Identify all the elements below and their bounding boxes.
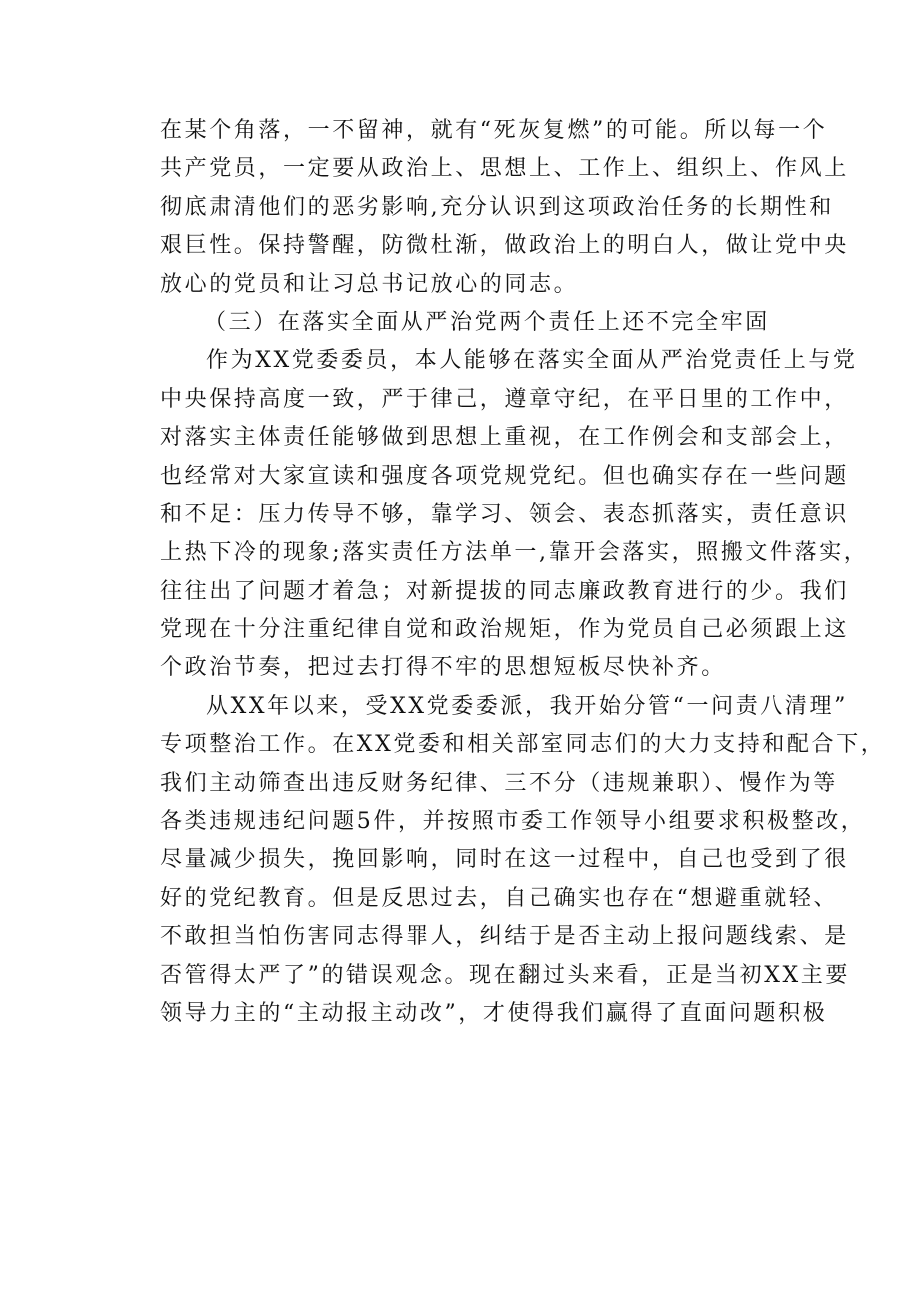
text-line: 放心的党员和让习总书记放心的同志。 [160,271,579,297]
text-line: 中央保持高度一致，严于律己，遵章守纪，在平日里的工作中， [160,386,849,412]
text-line: 我们主动筛查出违反财务纪律、三不分（违规兼职）、慢作为等 [160,770,838,796]
text-line: 艰巨性。保持警醒，防微杜渐，做政治上的明白人，做让党中央 [160,233,849,259]
text-line: 个政治节奏，把过去打得不牢的思想短板尽快补齐。 [160,655,726,681]
text-line: 专项整治工作。在XX党委和相关部室同志们的大力支持和配合下， [160,732,886,758]
text-line: 在某个角落，一不留神，就有“死灰复燃”的可能。所以每一个 [160,118,828,143]
section-heading: （三）在落实全面从严治党两个责任上还不完全牢固 [204,309,770,335]
text-line: 否管得太严了”的错误观念。现在翻过头来看，正是当初XX主要 [160,962,850,988]
text-line: 不敢担当怕伤害同志得罪人，纠结于是否主动上报问题线索、是 [160,924,849,950]
text-line: 对落实主体责任能够做到思想上重视，在工作例会和支部会上， [160,425,849,451]
text-line: 作为XX党委委员，本人能够在落实全面从严治党责任上与党 [206,348,858,374]
text-line: 共产党员，一定要从政治上、思想上、工作上、组织上、作风上 [160,156,849,182]
text-line: 从XX年以来，受XX党委委派，我开始分管“一问责八清理” [206,693,848,719]
document-body [160,112,886,1033]
text-line: 各类违规违纪问题5件，并按照市委工作领导小组要求积极整改， [160,809,866,835]
paragraph-rectification [160,688,886,1034]
text-line: 也经常对大家宣读和强度各项党规党纪。但也确实存在一些问题 [160,463,849,489]
paragraph-responsibility [160,342,869,688]
text-line: 党现在十分注重纪律自觉和政治规矩，作为党员自己必须跟上这 [160,617,849,643]
text-line: 好的党纪教育。但是反思过去，自己确实也存在“想避重就轻、 [160,885,839,911]
text-line: 和不足：压力传导不够，靠学习、领会、表态抓落实，责任意识 [160,501,849,527]
paragraph-continuation [160,112,849,304]
text-line: 尽量减少损失，挽回影响，同时在这一过程中，自己也受到了很 [160,847,849,873]
text-line: 往往出了问题才着急；对新提拔的同志廉政教育进行的少。我们 [160,578,849,604]
text-line: 上热下冷的现象;落实责任方法单一,靠开会落实，照搬文件落实， [160,540,869,566]
text-line: 领导力主的“主动报主动改”，才使得我们赢得了直面问题积极 [160,1000,828,1026]
text-line: 彻底肃清他们的恶劣影响,充分认识到这项政治任务的长期性和 [160,194,834,220]
